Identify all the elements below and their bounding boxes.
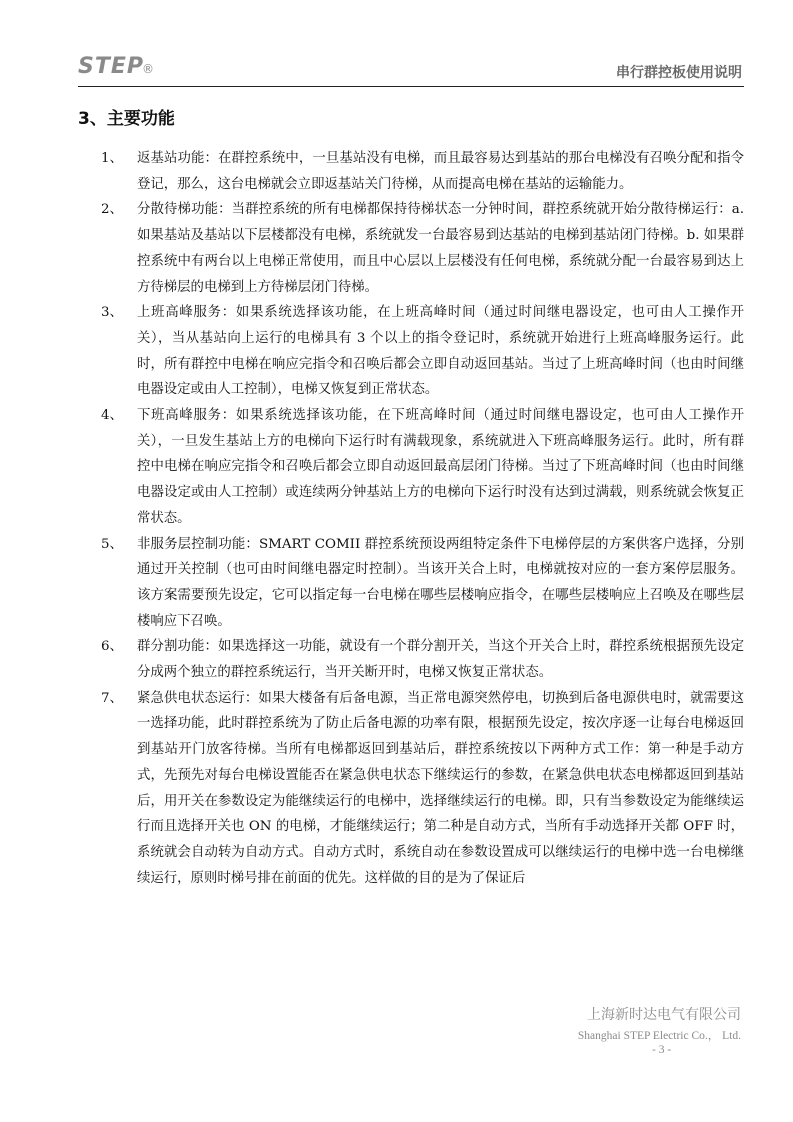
item-number: 1、: [101, 151, 123, 166]
list-item-1: [101, 146, 744, 197]
item-number: 5、: [101, 536, 123, 552]
item-text: 非服务层控制功能：SMART COMII 群控系统预设两组特定条件下电梯停层的方案供客户选择，分别通过开关控制（也可由时间继电器定时控制）。当该开关合上时，电梯就按对应的一套方案停层服务。该方案需要预先设定，它可以指定每一台电梯在哪些层楼响应指令，在哪些层楼响应上召唤及在哪些层楼响应下召唤。: [137, 536, 744, 629]
item-text: 群分割功能：如果选择这一功能，就设有一个群分割开关，当这个开关合上时，群控系统根据预先设定分成两个独立的群控系统运行，当开关断开时，电梯又恢复正常状态。: [137, 639, 744, 681]
item-text: 上班高峰服务：如果系统选择该功能，在上班高峰时间（通过时间继电器设定，也可由人工操作开关），当从基站向上运行的电梯具有 3 个以上的指令登记时，系统就开始进行上班高峰服务运行。此时，所有群控中电梯在响应完指令和召唤后都会立即自动返回基站。当过了上班高峰时间（也由时间继电器设定或由人工控制），电梯又恢复到正常状态。: [137, 305, 744, 398]
footer-company-name-en: Shanghai STEP Electric Co.， Ltd.: [577, 1030, 741, 1042]
item-number: 4、: [101, 408, 123, 424]
item-text: 紧急供电状态运行：如果大楼备有后备电源，当正常电源突然停电，切换到后备电源供电时，就需要这一选择功能，此时群控系统为了防止后备电源的功率有限，根据预先设定，按次序逐一让每台电梯返回到基站开门放客待梯。当所有电梯都返回到基站后，群控系统按以下两种方式工作：第一种是手动方式，先预先对每台电梯设置能否在紧急供电状态下继续运行的参数，在紧急供电状态电梯都返回到基站后，用开关在参数设定为能继续运行的电梯中，选择继续运行的电梯。即，只有当参数设定为能继续运行而且选择开关也 ON 的电梯，才能继续运行；第二种是自动方式，当所有手动选择开关都 OFF 时，系统就会自动转为自动方式。自动方式时，系统自动在参数设置成可以继续运行的电梯中选一台电梯继续运行，原则时梯号排在前面的优先。这样做的目的是为了保证后: [137, 690, 744, 886]
function-list: [101, 146, 744, 891]
list-item-3: [101, 300, 744, 403]
section-heading: 3、主要功能: [78, 109, 175, 129]
item-number: 2、: [101, 202, 123, 218]
item-number: 3、: [101, 305, 123, 321]
list-item-2: [101, 197, 744, 300]
item-text: 下班高峰服务：如果系统选择该功能，在下班高峰时间（通过时间继电器设定，也可由人工操作开关），一旦发生基站上方的电梯向下运行时有满载现象，系统就进入下班高峰服务运行。此时，所有群控中电梯在响应完指令和召唤后都会立即自动返回最高层闭门待梯。当过了下班高峰时间（也由时间继电器设定或由人工控制）或连续两分钟基站上方的电梯向下运行时没有达到过满载，则系统就会恢复正常状态。: [137, 408, 744, 526]
list-item-7: [101, 686, 744, 892]
list-item-5: [101, 532, 744, 635]
item-text: 返基站功能：在群控系统中，一旦基站没有电梯，而且最容易达到基站的那台电梯没有召唤分配和指令登记，那么，这台电梯就会立即返基站关门待梯，从而提高电梯在基站的运输能力。: [137, 151, 744, 192]
company-logo: STEP: [78, 54, 145, 79]
list-item-4: [101, 403, 744, 532]
registered-mark: ®: [142, 62, 154, 76]
page-header: [78, 52, 744, 86]
item-number: 7、: [101, 690, 123, 706]
header-divider: [78, 86, 744, 87]
footer-company-name: 上海新时达电气有限公司: [587, 1007, 741, 1023]
document-title: 串行群控板使用说明: [616, 65, 742, 81]
page-number: - 3 -: [652, 1044, 672, 1056]
item-number: 6、: [101, 639, 123, 655]
item-text: 分散待梯功能：当群控系统的所有电梯都保持待梯状态一分钟时间，群控系统就开始分散待梯运行：a. 如果基站及基站以下层楼都没有电梯，系统就发一台最容易到达基站的电梯到基站闭门待梯。b. 如果群控系统中有两台以上电梯正常使用，而且中心层以上层楼没有任何电梯，系统就分配一台最容易到达上方待梯层的电梯到上方待梯层闭门待梯。: [137, 202, 744, 295]
list-item-6: [101, 634, 744, 685]
